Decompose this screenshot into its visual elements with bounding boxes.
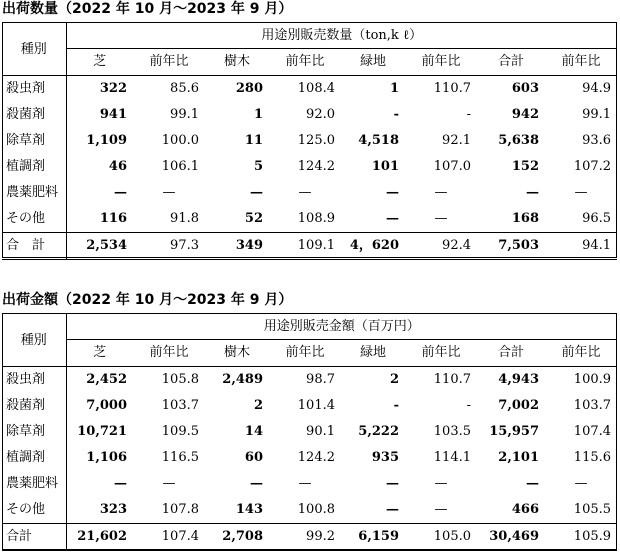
column-header: 前年比 <box>545 49 617 76</box>
table-cell: — <box>386 502 399 517</box>
column-header: 前年比 <box>133 49 205 76</box>
table-cell: 2,489 <box>222 372 263 387</box>
table-cell: — <box>386 211 399 226</box>
total-cell: 4，620 <box>341 233 405 260</box>
table-cell: 115.6 <box>573 450 612 465</box>
table-cell: 2,452 <box>86 372 127 387</box>
table-cell: — <box>434 502 448 517</box>
total-label: 合計 <box>2 524 66 551</box>
table-cell: 10,721 <box>77 424 127 439</box>
table-cell: 99.1 <box>170 107 199 122</box>
table-header-row <box>2 314 617 340</box>
table-cell: 322 <box>99 81 127 96</box>
table-cell: 107.8 <box>161 502 199 517</box>
table-cell: 2 <box>389 372 399 387</box>
column-header: 緑地 <box>341 49 405 76</box>
table-row <box>2 154 617 180</box>
table-subheader-row <box>2 340 617 367</box>
table-cell: 4,518 <box>358 133 399 148</box>
table-cell: 96.5 <box>582 211 612 226</box>
column-header: 芝 <box>66 340 133 367</box>
total-cell: 105.0 <box>405 524 477 551</box>
table-row <box>2 393 617 419</box>
column-header: 前年比 <box>133 340 205 367</box>
row-label: 殺虫剤 <box>2 76 66 103</box>
table-cell: 1,106 <box>86 450 127 465</box>
table-cell: 105.5 <box>573 502 612 517</box>
table-row <box>2 180 617 206</box>
table-cell: — <box>386 476 399 491</box>
table-cell: 935 <box>371 450 399 465</box>
total-cell: 97.3 <box>133 233 205 260</box>
table-cell: — <box>162 476 176 491</box>
total-cell: 30,469 <box>477 524 545 551</box>
table-row <box>2 367 617 394</box>
table-cell: 5,222 <box>358 424 399 439</box>
row-label: 除草剤 <box>2 128 66 154</box>
table-cell: 107.2 <box>573 159 612 174</box>
table-cell: — <box>250 185 263 200</box>
total-cell: 2,708 <box>205 524 269 551</box>
quantity-table <box>2 22 617 260</box>
table-cell: 942 <box>511 107 539 122</box>
table-cell: 85.6 <box>170 81 199 96</box>
table-cell: - <box>466 107 471 122</box>
total-row <box>2 524 617 551</box>
table-cell: — <box>574 185 588 200</box>
table-cell: 92.1 <box>442 133 471 148</box>
total-cell: 21,602 <box>66 524 133 551</box>
table-cell: 1 <box>253 107 263 122</box>
table-cell: 94.9 <box>582 81 612 96</box>
table-cell: 98.7 <box>306 372 335 387</box>
table-cell: 1 <box>389 81 399 96</box>
table-cell: 1,109 <box>86 133 127 148</box>
table-cell: — <box>114 476 127 491</box>
table-cell: 60 <box>244 450 263 465</box>
column-header: 前年比 <box>269 340 341 367</box>
table-cell: 143 <box>235 502 263 517</box>
section-period-text: （2022 年 10 月〜2023 年 9 月） <box>58 1 293 17</box>
table-cell: 103.5 <box>433 424 471 439</box>
row-label: 殺虫剤 <box>2 367 66 394</box>
table-cell: 108.4 <box>297 81 335 96</box>
row-label: その他 <box>2 497 66 524</box>
column-header: 前年比 <box>405 340 477 367</box>
total-row <box>2 233 617 260</box>
column-header: 樹木 <box>205 49 269 76</box>
table-cell: — <box>250 476 263 491</box>
table-cell: 114.1 <box>433 450 471 465</box>
table-row <box>2 497 617 524</box>
table-cell: 110.7 <box>433 372 471 387</box>
total-cell: 107.4 <box>133 524 205 551</box>
section-title-amount <box>2 291 292 309</box>
total-cell: 94.1 <box>545 233 617 260</box>
table-cell: — <box>162 185 176 200</box>
column-header: 前年比 <box>269 49 341 76</box>
table-header-row <box>2 23 617 49</box>
table-cell: — <box>386 185 399 200</box>
column-header: 樹木 <box>205 340 269 367</box>
table-cell: 107.4 <box>573 424 612 439</box>
column-header: 芝 <box>66 49 133 76</box>
table-cell: — <box>526 185 539 200</box>
table-cell: 90.1 <box>306 424 335 439</box>
row-label: 殺菌剤 <box>2 102 66 128</box>
table-cell: 11 <box>244 133 263 148</box>
table-cell: 941 <box>99 107 127 122</box>
amount-table <box>2 313 617 551</box>
category-header: 種別 <box>2 23 66 76</box>
table-cell: 100.8 <box>297 502 335 517</box>
table-cell: 2,101 <box>498 450 539 465</box>
section-title-quantity <box>2 0 292 18</box>
row-label: 除草剤 <box>2 419 66 445</box>
table-row <box>2 419 617 445</box>
table-subheader-row <box>2 49 617 76</box>
table-cell: 280 <box>235 81 263 96</box>
category-header: 種別 <box>2 314 66 367</box>
table-cell: 52 <box>244 211 263 226</box>
table-cell: 101 <box>371 159 399 174</box>
table-cell: 4,943 <box>498 372 539 387</box>
table-cell: 46 <box>108 159 127 174</box>
table-cell: 152 <box>511 159 539 174</box>
table-cell: - <box>466 398 471 413</box>
table-cell: - <box>393 107 399 122</box>
table-cell: 2 <box>253 398 263 413</box>
table-cell: 107.0 <box>433 159 471 174</box>
total-cell: 105.9 <box>545 524 617 551</box>
table-cell: — <box>298 185 312 200</box>
total-cell: 2,534 <box>66 233 133 260</box>
table-row <box>2 102 617 128</box>
table-cell: 603 <box>511 81 539 96</box>
section-title-text: 出荷金額 <box>2 292 58 308</box>
table-cell: 99.1 <box>582 107 612 122</box>
table-cell: 323 <box>99 502 127 517</box>
table-cell: 103.7 <box>573 398 612 413</box>
table-cell: 15,957 <box>489 424 539 439</box>
column-header: 合計 <box>477 340 545 367</box>
total-cell: 92.4 <box>405 233 477 260</box>
table-cell: 101.4 <box>297 398 335 413</box>
table-cell: 100.9 <box>573 372 612 387</box>
usage-span-header: 用途別販売金額（百万円） <box>66 314 617 340</box>
table-cell: - <box>393 398 399 413</box>
row-label: 農薬肥料 <box>2 180 66 206</box>
total-cell: 7,503 <box>477 233 545 260</box>
row-label: その他 <box>2 206 66 233</box>
table-cell: 5,638 <box>498 133 539 148</box>
table-row <box>2 445 617 471</box>
table-cell: — <box>298 476 312 491</box>
table-cell: 106.1 <box>161 159 199 174</box>
table-cell: 466 <box>511 502 539 517</box>
table-cell: 93.6 <box>582 133 612 148</box>
row-label: 殺菌剤 <box>2 393 66 419</box>
table-cell: 116 <box>99 211 127 226</box>
total-cell: 349 <box>205 233 269 260</box>
table-cell: 110.7 <box>433 81 471 96</box>
table-cell: — <box>434 185 448 200</box>
total-cell: 109.1 <box>269 233 341 260</box>
row-label: 植調剤 <box>2 154 66 180</box>
table-cell: 100.0 <box>161 133 199 148</box>
table-cell: — <box>434 211 448 226</box>
table-cell: 14 <box>244 424 263 439</box>
table-row <box>2 471 617 497</box>
row-label: 植調剤 <box>2 445 66 471</box>
column-header: 合計 <box>477 49 545 76</box>
column-header: 前年比 <box>405 49 477 76</box>
table-cell: 105.8 <box>161 372 199 387</box>
table-cell: 125.0 <box>297 133 335 148</box>
row-label: 農薬肥料 <box>2 471 66 497</box>
table-cell: 91.8 <box>170 211 199 226</box>
table-cell: — <box>574 476 588 491</box>
table-cell: 109.5 <box>161 424 199 439</box>
table-row <box>2 128 617 154</box>
table-cell: 103.7 <box>161 398 199 413</box>
table-cell: 124.2 <box>297 159 335 174</box>
table-cell: 7,002 <box>498 398 539 413</box>
column-header: 緑地 <box>341 340 405 367</box>
column-header: 前年比 <box>545 340 617 367</box>
total-cell: 99.2 <box>269 524 341 551</box>
table-cell: — <box>114 185 127 200</box>
usage-span-header: 用途別販売数量（ton,k ℓ） <box>66 23 617 49</box>
table-cell: — <box>434 476 448 491</box>
table-cell: 7,000 <box>86 398 127 413</box>
table-cell: 108.9 <box>297 211 335 226</box>
table-row <box>2 206 617 233</box>
table-cell: 5 <box>253 159 263 174</box>
table-cell: — <box>526 476 539 491</box>
section-title-text: 出荷数量 <box>2 1 58 17</box>
total-cell: 6,159 <box>341 524 405 551</box>
table-cell: 92.0 <box>306 107 335 122</box>
section-period-text: （2022 年 10 月〜2023 年 9 月） <box>58 292 293 308</box>
table-cell: 124.2 <box>297 450 335 465</box>
table-cell: 168 <box>511 211 539 226</box>
total-label: 合 計 <box>2 233 66 260</box>
table-row <box>2 76 617 103</box>
table-cell: 116.5 <box>161 450 199 465</box>
